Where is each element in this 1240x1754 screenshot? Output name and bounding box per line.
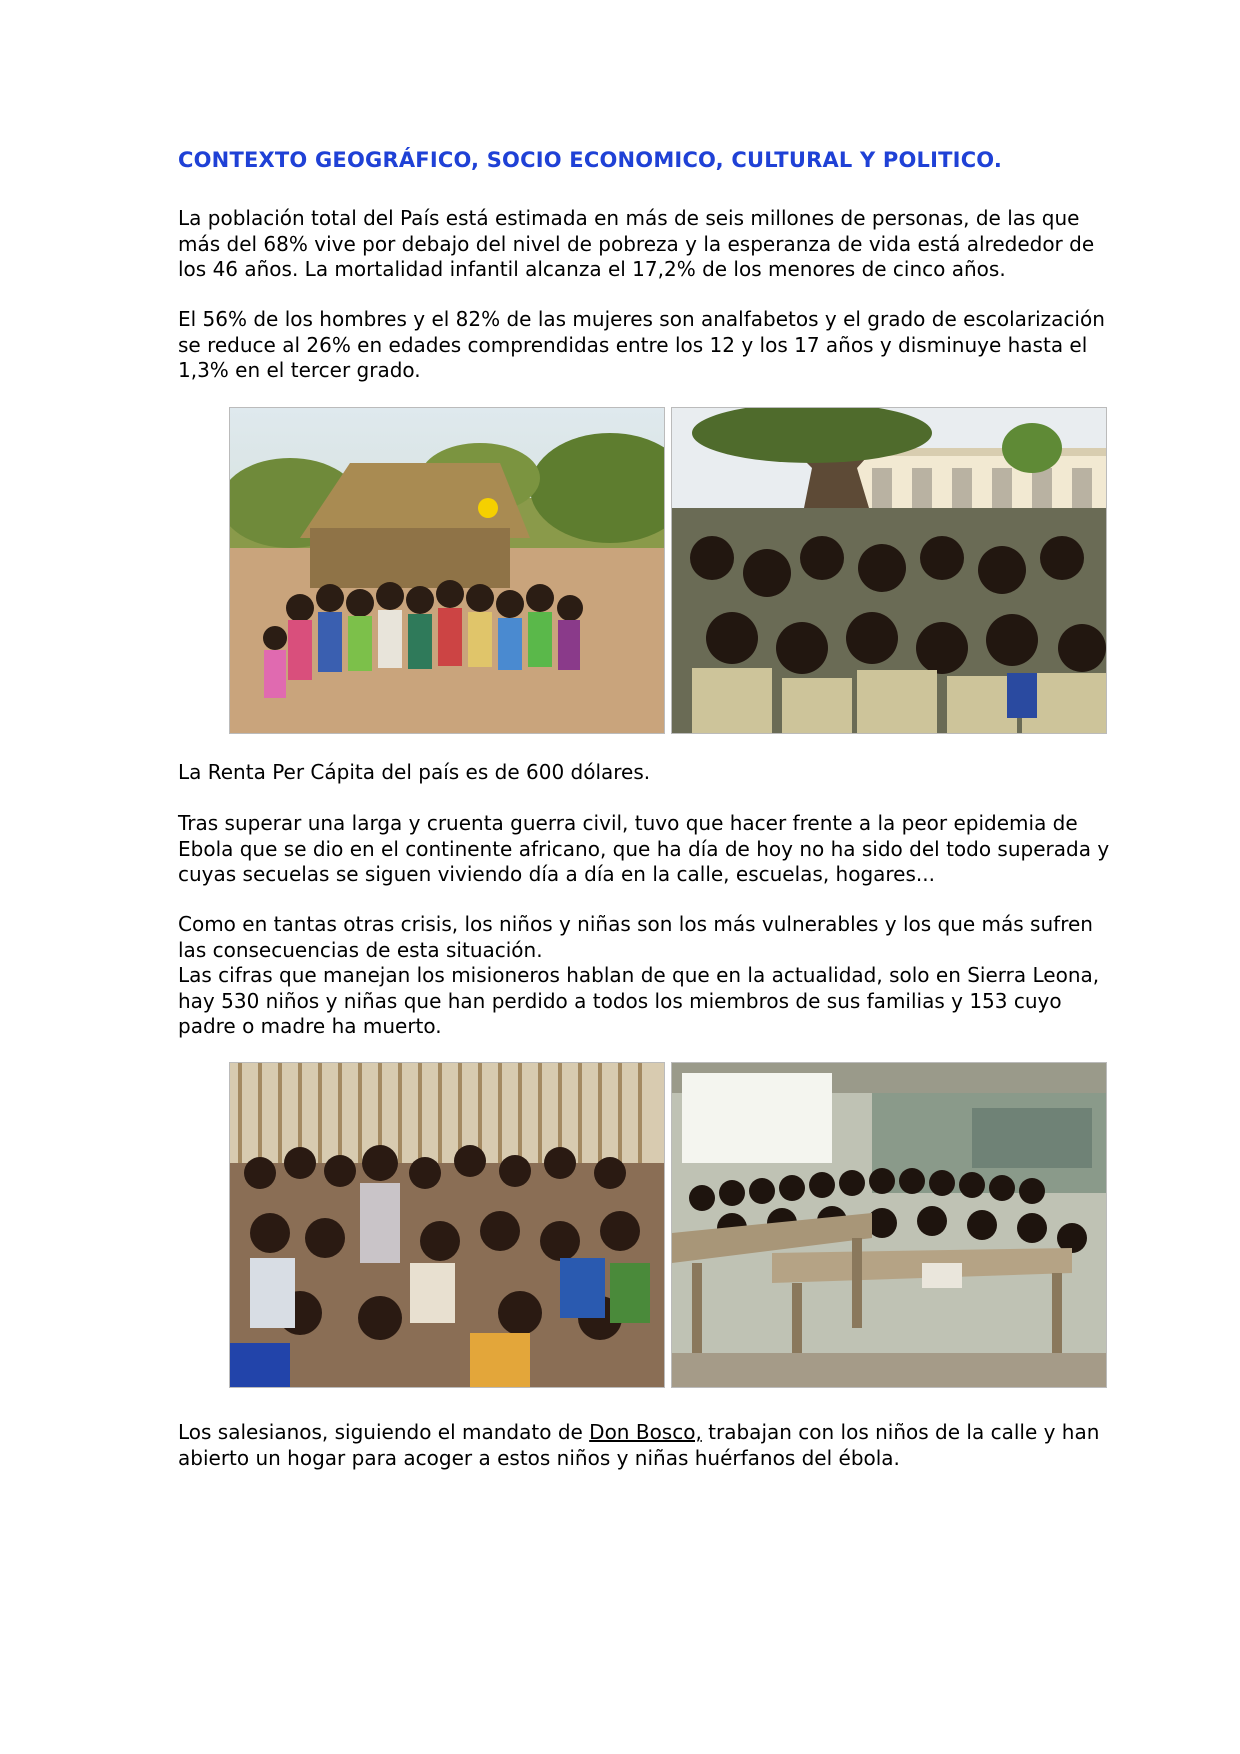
paragraph-crisis: Como en tantas otras crisis, los niños y niñas son los más vulnerables y los que más sufren las consecuencias de esta situación. Las cifras que manejan los misioneros hablan de que en la actualidad, solo en Sierra Leona, hay 530 niños y niñas que han perdido a todos los miembros de sus familias y 153 cuyo padre o madre ha muerto. (178, 912, 1100, 1038)
photo-children-schoolyard (671, 407, 1107, 734)
paragraph-salesianos (178, 1420, 1178, 1471)
paragraph-income: La Renta Per Cápita del país es de 600 dólares. (178, 760, 651, 784)
section-heading: CONTEXTO GEOGRÁFICO, SOCIO ECONOMICO, CULTURAL Y POLITICO. (178, 148, 1003, 172)
paragraph-ebola: Tras superar una larga y cruenta guerra civil, tuvo que hacer frente a la peor epidemia de Ebola que se dio en el continente africano, que ha día de hoy no ha sido del todo superada y cuyas secuelas se siguen viviendo día a día en la calle, escuelas, hogares... (178, 811, 1110, 886)
photo-children-classroom-desks (671, 1062, 1107, 1388)
paragraph-population: La población total del País está estimada en más de seis millones de personas, de las que más del 68% vive por debajo del nivel de pobreza y la esperanza de vida está alrededor de los 46 años. La mortalidad infantil alcanza el 17,2% de los menores de cinco años. (178, 206, 1095, 281)
salesianos-text-start: Los salesianos, siguiendo el mandato de (178, 1420, 590, 1444)
don-bosco-link[interactable]: Don Bosco, (589, 1420, 702, 1444)
paragraph-literacy: El 56% de los hombres y el 82% de las mujeres son analfabetos y el grado de escolarización se reduce al 26% en edades comprendidas entre los 12 y los 17 años y disminuye hasta el 1,3% en el tercer grado. (178, 307, 1105, 382)
salesianos-text-end: trabajan con los niños de la calle y han abierto un hogar para acoger a estos niños y niñas huérfanos del ébola. (178, 1420, 1100, 1470)
photo-children-outside-hut (229, 407, 665, 734)
photo-children-reed-classroom (229, 1062, 665, 1388)
